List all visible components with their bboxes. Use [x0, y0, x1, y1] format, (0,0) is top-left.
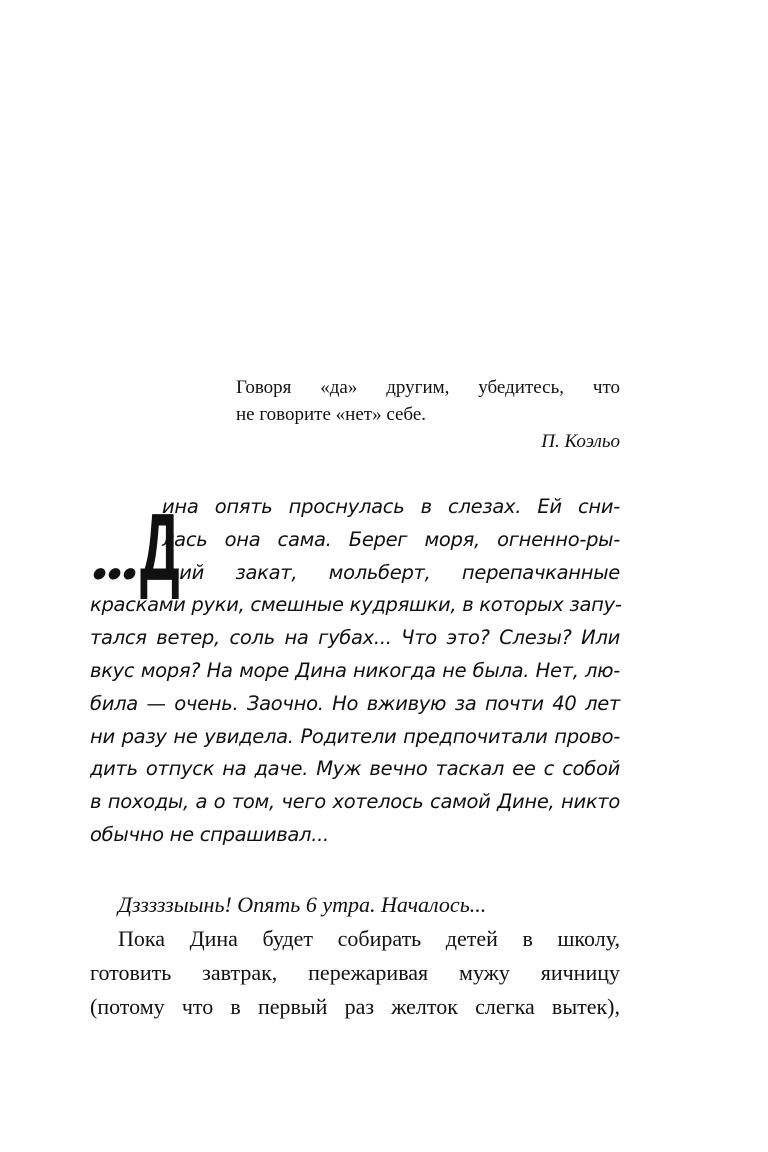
opening-line: била — очень. Заочно. Но вживую за почти 40 лет: [90, 691, 620, 715]
opening-line: красками руки, смешные кудряшки, в которых запу-: [90, 593, 622, 617]
opening-line: ина опять проснулась в слезах. Ей сни-: [162, 495, 620, 518]
epigraph-quote-line-1: Говоря «да» другим, убедитесь, что: [236, 377, 620, 398]
opening-line: лась она сама. Берег моря, огненно-ры-: [162, 527, 620, 551]
epigraph-quote-line-2: не говорите «нет» себе.: [236, 404, 427, 425]
body-line: готовить завтрак, пережаривая мужу яичницу: [90, 960, 620, 985]
opening-line: жий закат, мольберт, перепачканные: [162, 560, 620, 584]
epigraph: [236, 374, 620, 455]
drop-cap-ellipsis: •••: [87, 552, 143, 596]
body-line: Дзззззыынь! Опять 6 утра. Началось...: [118, 892, 487, 917]
epigraph-author: П. Коэльо: [541, 431, 620, 452]
opening-line: ни разу не увидела. Родители предпочитали прово-: [90, 724, 620, 748]
body-line: (потому что в первый раз желток слегка вытек),: [90, 994, 620, 1019]
opening-line: вкус моря? На море Дина никогда не была. Нет, лю-: [90, 658, 620, 682]
body-text: [90, 888, 620, 1024]
opening-line: дить отпуск на даче. Муж вечно таскал ее с собой: [90, 757, 620, 781]
opening-line: обычно не спрашивал...: [90, 822, 329, 846]
opening-line: тался ветер, соль на губах... Что это? Слезы? Или: [90, 626, 620, 650]
opening-line: в походы, а о том, чего хотелось самой Дине, никто: [90, 790, 620, 814]
body-line: Пока Дина будет собирать детей в школу,: [118, 926, 620, 951]
opening-paragraph: [87, 491, 622, 852]
drop-cap-letter: Д: [140, 494, 180, 601]
